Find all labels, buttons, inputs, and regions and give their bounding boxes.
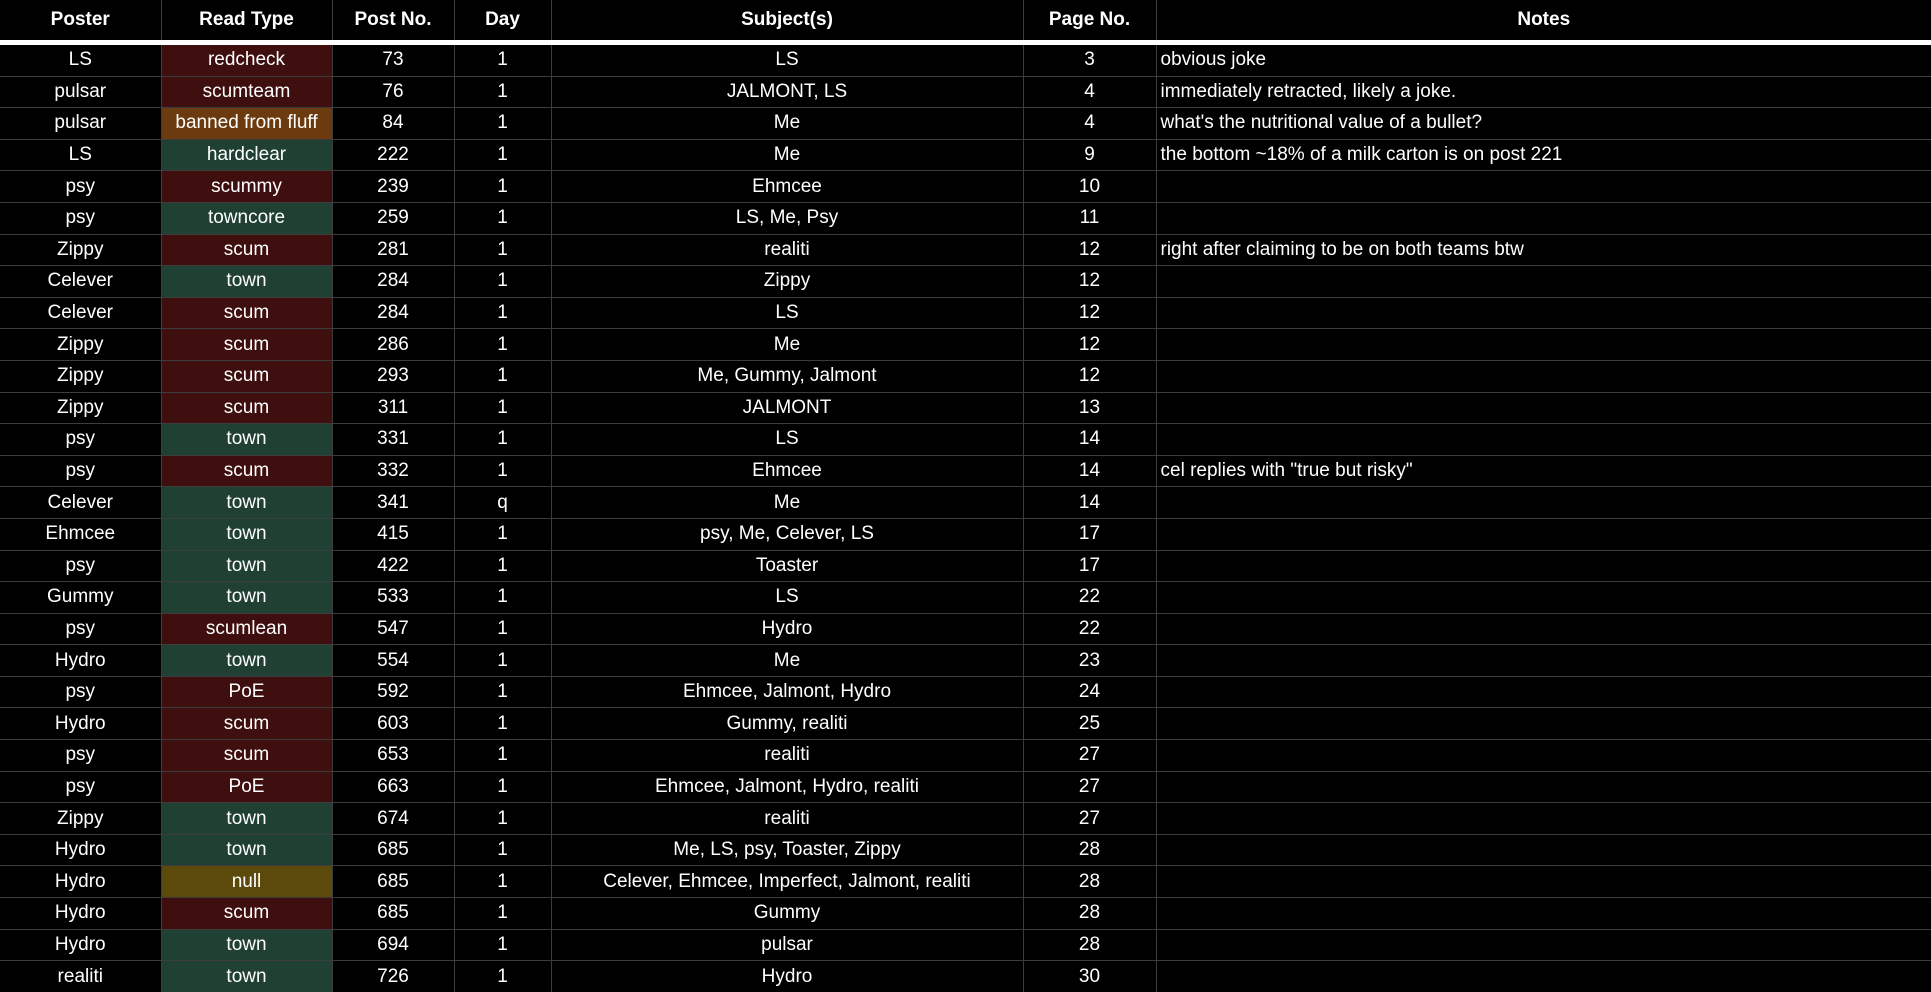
table-row [0,929,1931,961]
post-no-cell[interactable]: 73 [332,43,454,77]
notes-cell[interactable] [1156,297,1931,329]
page-no-cell[interactable]: 17 [1023,518,1156,550]
day-cell[interactable]: 1 [454,708,551,740]
post-no-cell[interactable]: 653 [332,740,454,772]
table-row [0,392,1931,424]
table-row [0,139,1931,171]
read-type-cell[interactable]: scum [161,329,332,361]
notes-cell[interactable] [1156,740,1931,772]
day-cell[interactable]: 1 [454,803,551,835]
header-post-no[interactable]: Post No. [332,0,454,43]
page-no-cell[interactable]: 24 [1023,676,1156,708]
day-cell[interactable]: 1 [454,676,551,708]
page-no-cell[interactable]: 13 [1023,392,1156,424]
read-type-cell[interactable]: scum [161,898,332,930]
poster-cell[interactable]: psy [0,676,161,708]
page-no-cell[interactable]: 10 [1023,171,1156,203]
table-body [0,43,1931,992]
day-cell[interactable]: 1 [454,613,551,645]
poster-cell[interactable]: Zippy [0,329,161,361]
header-notes[interactable]: Notes [1156,0,1931,43]
post-no-cell[interactable]: 331 [332,424,454,456]
page-no-cell[interactable]: 25 [1023,708,1156,740]
read-type-cell[interactable]: scumteam [161,76,332,108]
post-no-cell[interactable]: 341 [332,487,454,519]
day-cell[interactable]: 1 [454,961,551,992]
poster-cell[interactable]: LS [0,139,161,171]
post-no-cell[interactable]: 726 [332,961,454,992]
day-cell[interactable]: 1 [454,424,551,456]
header-row [0,0,1931,43]
table-row [0,424,1931,456]
page-no-cell[interactable]: 22 [1023,582,1156,614]
post-no-cell[interactable]: 293 [332,360,454,392]
day-cell[interactable]: 1 [454,518,551,550]
subjects-cell[interactable]: Gummy, realiti [551,708,1023,740]
poster-cell[interactable]: LS [0,43,161,77]
table-row [0,329,1931,361]
header-page-no[interactable]: Page No. [1023,0,1156,43]
subjects-cell[interactable]: LS [551,424,1023,456]
post-no-cell[interactable]: 76 [332,76,454,108]
read-type-cell[interactable]: null [161,866,332,898]
day-cell[interactable]: 1 [454,740,551,772]
subjects-cell[interactable]: LS, Me, Psy [551,202,1023,234]
poster-cell[interactable]: psy [0,550,161,582]
read-type-cell[interactable]: town [161,803,332,835]
read-type-cell[interactable]: town [161,645,332,677]
read-type-cell[interactable]: hardclear [161,139,332,171]
notes-cell[interactable] [1156,582,1931,614]
subjects-cell[interactable]: LS [551,297,1023,329]
subjects-cell[interactable]: Ehmcee [551,455,1023,487]
day-cell[interactable]: 1 [454,76,551,108]
day-cell[interactable]: 1 [454,139,551,171]
table-row [0,803,1931,835]
read-type-cell[interactable]: scumlean [161,613,332,645]
notes-cell[interactable] [1156,898,1931,930]
page-no-cell[interactable]: 12 [1023,329,1156,361]
poster-cell[interactable]: Celever [0,266,161,298]
read-type-cell[interactable]: town [161,266,332,298]
page-no-cell[interactable]: 14 [1023,487,1156,519]
notes-cell[interactable] [1156,803,1931,835]
post-no-cell[interactable]: 222 [332,139,454,171]
notes-cell[interactable] [1156,613,1931,645]
notes-cell[interactable]: what's the nutritional value of a bullet? [1156,108,1931,140]
page-no-cell[interactable]: 28 [1023,898,1156,930]
table-row [0,43,1931,77]
post-no-cell[interactable]: 311 [332,392,454,424]
page-no-cell[interactable]: 30 [1023,961,1156,992]
day-cell[interactable]: 1 [454,266,551,298]
table-row [0,645,1931,677]
read-type-cell[interactable]: town [161,424,332,456]
post-no-cell[interactable]: 663 [332,771,454,803]
notes-cell[interactable]: cel replies with "true but risky" [1156,455,1931,487]
read-type-cell[interactable]: banned from fluff [161,108,332,140]
notes-cell[interactable] [1156,550,1931,582]
post-no-cell[interactable]: 259 [332,202,454,234]
subjects-cell[interactable]: Me, LS, psy, Toaster, Zippy [551,834,1023,866]
notes-cell[interactable] [1156,360,1931,392]
poster-cell[interactable]: Zippy [0,803,161,835]
day-cell[interactable]: 1 [454,329,551,361]
table-row [0,297,1931,329]
post-no-cell[interactable]: 674 [332,803,454,835]
table-row [0,202,1931,234]
notes-cell[interactable] [1156,929,1931,961]
read-type-cell[interactable]: scum [161,360,332,392]
page-no-cell[interactable]: 23 [1023,645,1156,677]
post-no-cell[interactable]: 603 [332,708,454,740]
subjects-cell[interactable]: Me [551,139,1023,171]
subjects-cell[interactable]: Me [551,487,1023,519]
day-cell[interactable]: 1 [454,234,551,266]
day-cell[interactable]: 1 [454,43,551,77]
poster-cell[interactable]: pulsar [0,108,161,140]
notes-cell[interactable] [1156,645,1931,677]
read-type-cell[interactable]: town [161,582,332,614]
page-no-cell[interactable]: 28 [1023,834,1156,866]
day-cell[interactable]: 1 [454,929,551,961]
read-type-cell[interactable]: town [161,518,332,550]
page-no-cell[interactable]: 11 [1023,202,1156,234]
subjects-cell[interactable]: realiti [551,234,1023,266]
notes-cell[interactable] [1156,329,1931,361]
read-type-cell[interactable]: scum [161,740,332,772]
post-no-cell[interactable]: 694 [332,929,454,961]
poster-cell[interactable]: psy [0,455,161,487]
table-row [0,76,1931,108]
subjects-cell[interactable]: Celever, Ehmcee, Imperfect, Jalmont, realiti [551,866,1023,898]
notes-cell[interactable] [1156,424,1931,456]
day-cell[interactable]: 1 [454,202,551,234]
header-read-type[interactable]: Read Type [161,0,332,43]
read-type-cell[interactable]: redcheck [161,43,332,77]
poster-cell[interactable]: Hydro [0,929,161,961]
poster-cell[interactable]: Zippy [0,392,161,424]
post-no-cell[interactable]: 284 [332,266,454,298]
post-no-cell[interactable]: 284 [332,297,454,329]
notes-cell[interactable] [1156,676,1931,708]
notes-cell[interactable] [1156,518,1931,550]
notes-cell[interactable] [1156,487,1931,519]
post-no-cell[interactable]: 592 [332,676,454,708]
notes-cell[interactable]: right after claiming to be on both teams btw [1156,234,1931,266]
post-no-cell[interactable]: 533 [332,582,454,614]
table-row [0,455,1931,487]
read-type-cell[interactable]: scum [161,708,332,740]
subjects-cell[interactable]: Ehmcee [551,171,1023,203]
poster-cell[interactable]: Celever [0,297,161,329]
table-row [0,898,1931,930]
notes-cell[interactable]: obvious joke [1156,43,1931,77]
poster-cell[interactable]: realiti [0,961,161,992]
day-cell[interactable]: 1 [454,171,551,203]
table-row [0,266,1931,298]
table-row [0,708,1931,740]
subjects-cell[interactable]: Hydro [551,961,1023,992]
post-no-cell[interactable]: 239 [332,171,454,203]
table-row [0,740,1931,772]
poster-cell[interactable]: Hydro [0,866,161,898]
post-no-cell[interactable]: 415 [332,518,454,550]
read-type-cell[interactable]: scum [161,455,332,487]
subjects-cell[interactable]: Ehmcee, Jalmont, Hydro, realiti [551,771,1023,803]
subjects-cell[interactable]: Hydro [551,613,1023,645]
read-type-cell[interactable]: scum [161,297,332,329]
table-row [0,613,1931,645]
page-no-cell[interactable]: 28 [1023,866,1156,898]
poster-cell[interactable]: Hydro [0,898,161,930]
notes-cell[interactable] [1156,266,1931,298]
poster-cell[interactable]: psy [0,424,161,456]
page-no-cell[interactable]: 12 [1023,360,1156,392]
notes-cell[interactable] [1156,866,1931,898]
table-row [0,834,1931,866]
table-row [0,550,1931,582]
read-type-cell[interactable]: towncore [161,202,332,234]
poster-cell[interactable]: psy [0,613,161,645]
table-row [0,487,1931,519]
subjects-cell[interactable]: Zippy [551,266,1023,298]
header-subjects[interactable]: Subject(s) [551,0,1023,43]
poster-cell[interactable]: pulsar [0,76,161,108]
day-cell[interactable]: 1 [454,108,551,140]
table-row [0,771,1931,803]
day-cell[interactable]: 1 [454,455,551,487]
post-no-cell[interactable]: 281 [332,234,454,266]
subjects-cell[interactable]: psy, Me, Celever, LS [551,518,1023,550]
subjects-cell[interactable]: JALMONT, LS [551,76,1023,108]
table-row [0,518,1931,550]
table-row [0,676,1931,708]
table-row [0,582,1931,614]
poster-cell[interactable]: Zippy [0,360,161,392]
notes-cell[interactable] [1156,171,1931,203]
post-no-cell[interactable]: 547 [332,613,454,645]
read-type-cell[interactable]: PoE [161,771,332,803]
subjects-cell[interactable]: pulsar [551,929,1023,961]
subjects-cell[interactable]: realiti [551,803,1023,835]
page-no-cell[interactable]: 27 [1023,803,1156,835]
poster-cell[interactable]: Celever [0,487,161,519]
notes-cell[interactable] [1156,708,1931,740]
notes-cell[interactable] [1156,834,1931,866]
read-type-cell[interactable]: town [161,487,332,519]
read-type-cell[interactable]: PoE [161,676,332,708]
subjects-cell[interactable]: Me [551,329,1023,361]
poster-cell[interactable]: Hydro [0,834,161,866]
page-no-cell[interactable]: 14 [1023,424,1156,456]
day-cell[interactable]: 1 [454,898,551,930]
poster-cell[interactable]: psy [0,202,161,234]
poster-cell[interactable]: Hydro [0,645,161,677]
poster-cell[interactable]: Gummy [0,582,161,614]
page-no-cell[interactable]: 28 [1023,929,1156,961]
subjects-cell[interactable]: realiti [551,740,1023,772]
subjects-cell[interactable]: Ehmcee, Jalmont, Hydro [551,676,1023,708]
post-no-cell[interactable]: 685 [332,866,454,898]
page-no-cell[interactable]: 4 [1023,108,1156,140]
page-no-cell[interactable]: 17 [1023,550,1156,582]
poster-cell[interactable]: psy [0,171,161,203]
notes-cell[interactable]: immediately retracted, likely a joke. [1156,76,1931,108]
subjects-cell[interactable]: Gummy [551,898,1023,930]
subjects-cell[interactable]: Toaster [551,550,1023,582]
subjects-cell[interactable]: LS [551,582,1023,614]
page-no-cell[interactable]: 9 [1023,139,1156,171]
day-cell[interactable]: 1 [454,771,551,803]
poster-cell[interactable]: Zippy [0,234,161,266]
read-type-cell[interactable]: town [161,961,332,992]
read-type-cell[interactable]: scummy [161,171,332,203]
read-type-cell[interactable]: scum [161,234,332,266]
page-no-cell[interactable]: 14 [1023,455,1156,487]
subjects-cell[interactable]: LS [551,43,1023,77]
header-poster[interactable]: Poster [0,0,161,43]
read-type-cell[interactable]: town [161,929,332,961]
read-type-cell[interactable]: town [161,834,332,866]
poster-cell[interactable]: Hydro [0,708,161,740]
poster-cell[interactable]: Ehmcee [0,518,161,550]
table-row [0,360,1931,392]
page-no-cell[interactable]: 4 [1023,76,1156,108]
subjects-cell[interactable]: Me [551,108,1023,140]
day-cell[interactable]: 1 [454,360,551,392]
notes-cell[interactable] [1156,771,1931,803]
poster-cell[interactable]: psy [0,771,161,803]
table-row [0,866,1931,898]
page-no-cell[interactable]: 12 [1023,234,1156,266]
header-day[interactable]: Day [454,0,551,43]
table-row [0,961,1931,992]
table-row [0,108,1931,140]
post-no-cell[interactable]: 422 [332,550,454,582]
day-cell[interactable]: q [454,487,551,519]
subjects-cell[interactable]: Me [551,645,1023,677]
read-type-cell[interactable]: town [161,550,332,582]
post-no-cell[interactable]: 84 [332,108,454,140]
page-no-cell[interactable]: 27 [1023,740,1156,772]
notes-cell[interactable] [1156,202,1931,234]
page-no-cell[interactable]: 12 [1023,297,1156,329]
post-no-cell[interactable]: 286 [332,329,454,361]
subjects-cell[interactable]: Me, Gummy, Jalmont [551,360,1023,392]
page-no-cell[interactable]: 12 [1023,266,1156,298]
page-no-cell[interactable]: 3 [1023,43,1156,77]
day-cell[interactable]: 1 [454,866,551,898]
day-cell[interactable]: 1 [454,550,551,582]
page-no-cell[interactable]: 27 [1023,771,1156,803]
day-cell[interactable]: 1 [454,834,551,866]
day-cell[interactable]: 1 [454,392,551,424]
poster-cell[interactable]: psy [0,740,161,772]
notes-cell[interactable] [1156,961,1931,992]
day-cell[interactable]: 1 [454,297,551,329]
day-cell[interactable]: 1 [454,582,551,614]
post-no-cell[interactable]: 554 [332,645,454,677]
day-cell[interactable]: 1 [454,645,551,677]
post-no-cell[interactable]: 685 [332,898,454,930]
notes-cell[interactable] [1156,392,1931,424]
table-row [0,234,1931,266]
read-type-cell[interactable]: scum [161,392,332,424]
table-row [0,171,1931,203]
notes-cell[interactable]: the bottom ~18% of a milk carton is on post 221 [1156,139,1931,171]
post-no-cell[interactable]: 685 [332,834,454,866]
post-no-cell[interactable]: 332 [332,455,454,487]
page-no-cell[interactable]: 22 [1023,613,1156,645]
subjects-cell[interactable]: JALMONT [551,392,1023,424]
